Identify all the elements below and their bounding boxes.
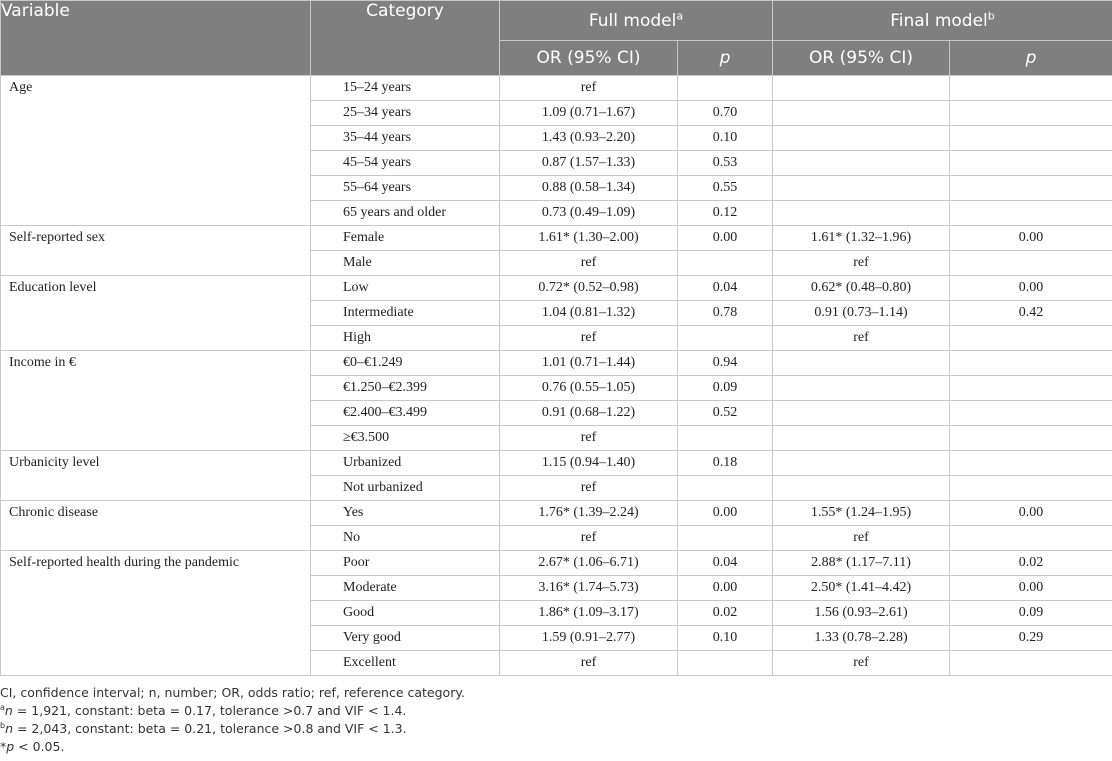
category-cell: Excellent xyxy=(311,651,500,676)
category-cell: No xyxy=(311,526,500,551)
footnote-a xyxy=(0,702,465,720)
table-body xyxy=(1,76,1112,676)
full-or-ci-cell: 1.61* (1.30–2.00) xyxy=(500,226,678,251)
final-p-cell xyxy=(950,476,1112,501)
footnote-a-n: n xyxy=(4,703,13,718)
table-row xyxy=(1,276,1112,301)
full-or-ci-cell: 0.72* (0.52–0.98) xyxy=(500,276,678,301)
final-p-cell xyxy=(950,526,1112,551)
final-or-ci-cell xyxy=(773,101,950,126)
category-cell: Male xyxy=(311,251,500,276)
full-or-ci-cell: ref xyxy=(500,251,678,276)
full-or-ci-cell: 1.59 (0.91–2.77) xyxy=(500,626,678,651)
final-p-cell: 0.09 xyxy=(950,601,1112,626)
full-p-cell: 0.70 xyxy=(678,101,773,126)
footnote-significance xyxy=(0,738,465,756)
final-p-cell: 0.00 xyxy=(950,226,1112,251)
full-or-ci-cell: 1.01 (0.71–1.44) xyxy=(500,351,678,376)
full-or-ci-cell: 3.16* (1.74–5.73) xyxy=(500,576,678,601)
category-cell: €2.400–€3.499 xyxy=(311,401,500,426)
full-p-cell: 0.04 xyxy=(678,551,773,576)
category-cell: €1.250–€2.399 xyxy=(311,376,500,401)
final-or-ci-cell xyxy=(773,401,950,426)
final-p-cell xyxy=(950,101,1112,126)
category-cell: Not urbanized xyxy=(311,476,500,501)
final-or-ci-cell xyxy=(773,126,950,151)
full-p-cell xyxy=(678,476,773,501)
table-row xyxy=(1,451,1112,476)
final-or-ci-cell xyxy=(773,201,950,226)
full-p-cell: 0.55 xyxy=(678,176,773,201)
footnote-star-text: < 0.05. xyxy=(14,739,65,754)
full-p-cell xyxy=(678,326,773,351)
full-or-ci-cell: ref xyxy=(500,326,678,351)
variable-cell: Education level xyxy=(1,276,311,351)
final-p-cell xyxy=(950,251,1112,276)
footnote-b-marker: b xyxy=(0,720,6,730)
final-p-cell xyxy=(950,651,1112,676)
table-row xyxy=(1,226,1112,251)
final-or-ci-cell: 0.91 (0.73–1.14) xyxy=(773,301,950,326)
final-p-cell: 0.42 xyxy=(950,301,1112,326)
table-row xyxy=(1,76,1112,101)
final-p-cell xyxy=(950,426,1112,451)
full-p-cell: 0.04 xyxy=(678,276,773,301)
full-p-cell: 0.53 xyxy=(678,151,773,176)
full-p-cell xyxy=(678,526,773,551)
full-or-ci-cell: ref xyxy=(500,526,678,551)
full-p-cell: 0.18 xyxy=(678,451,773,476)
footnote-star-p: p xyxy=(6,739,15,754)
category-cell: Good xyxy=(311,601,500,626)
full-or-ci-cell: 1.43 (0.93–2.20) xyxy=(500,126,678,151)
final-or-ci-cell: 1.61* (1.32–1.96) xyxy=(773,226,950,251)
full-p-cell: 0.10 xyxy=(678,626,773,651)
category-cell: 15–24 years xyxy=(311,76,500,101)
category-cell: Poor xyxy=(311,551,500,576)
full-or-ci-cell: 0.73 (0.49–1.09) xyxy=(500,201,678,226)
full-or-ci-cell: 1.15 (0.94–1.40) xyxy=(500,451,678,476)
full-p-cell: 0.00 xyxy=(678,576,773,601)
final-p-cell xyxy=(950,351,1112,376)
final-or-ci-cell: ref xyxy=(773,251,950,276)
full-p-cell: 0.10 xyxy=(678,126,773,151)
full-p-cell xyxy=(678,76,773,101)
full-or-ci-cell: ref xyxy=(500,76,678,101)
full-p-cell: 0.78 xyxy=(678,301,773,326)
final-or-ci-cell: 1.56 (0.93–2.61) xyxy=(773,601,950,626)
final-p-cell: 0.00 xyxy=(950,576,1112,601)
category-cell: Intermediate xyxy=(311,301,500,326)
full-model-footnote-marker: a xyxy=(676,8,684,22)
full-p-cell xyxy=(678,251,773,276)
category-cell: Low xyxy=(311,276,500,301)
final-or-ci-cell: ref xyxy=(773,651,950,676)
final-p-header: p xyxy=(950,41,1112,76)
final-p-cell xyxy=(950,201,1112,226)
table-row xyxy=(1,501,1112,526)
final-or-ci-cell: 2.50* (1.41–4.42) xyxy=(773,576,950,601)
full-p-cell: 0.94 xyxy=(678,351,773,376)
full-p-cell: 0.09 xyxy=(678,376,773,401)
category-cell: Yes xyxy=(311,501,500,526)
final-or-ci-cell xyxy=(773,176,950,201)
category-cell: 35–44 years xyxy=(311,126,500,151)
final-p-cell xyxy=(950,326,1112,351)
final-or-ci-header: OR (95% CI) xyxy=(773,41,950,76)
full-or-ci-cell: 1.04 (0.81–1.32) xyxy=(500,301,678,326)
full-or-ci-cell: 1.09 (0.71–1.67) xyxy=(500,101,678,126)
full-p-cell: 0.00 xyxy=(678,501,773,526)
footnote-a-text: = 1,921, constant: beta = 0.17, tolerance >0.7 and VIF < 1.4. xyxy=(12,703,407,718)
full-or-ci-cell: ref xyxy=(500,651,678,676)
full-or-ci-header: OR (95% CI) xyxy=(500,41,678,76)
footnote-b-n: n xyxy=(5,721,14,736)
final-or-ci-cell xyxy=(773,76,950,101)
final-p-cell xyxy=(950,76,1112,101)
final-p-cell xyxy=(950,176,1112,201)
final-p-cell xyxy=(950,151,1112,176)
category-header: Category xyxy=(311,1,500,76)
full-p-cell: 0.52 xyxy=(678,401,773,426)
variable-cell: Urbanicity level xyxy=(1,451,311,501)
final-model-header xyxy=(773,1,1112,41)
final-p-cell xyxy=(950,126,1112,151)
full-or-ci-cell: 0.87 (1.57–1.33) xyxy=(500,151,678,176)
final-p-cell xyxy=(950,451,1112,476)
full-p-cell xyxy=(678,651,773,676)
variable-cell: Age xyxy=(1,76,311,226)
full-or-ci-cell: 0.88 (0.58–1.34) xyxy=(500,176,678,201)
variable-header: Variable xyxy=(1,1,311,76)
final-or-ci-cell: 1.33 (0.78–2.28) xyxy=(773,626,950,651)
category-cell: 55–64 years xyxy=(311,176,500,201)
category-cell: High xyxy=(311,326,500,351)
final-or-ci-cell xyxy=(773,451,950,476)
full-p-header: p xyxy=(678,41,773,76)
category-cell: Female xyxy=(311,226,500,251)
final-or-ci-cell xyxy=(773,476,950,501)
full-or-ci-cell: ref xyxy=(500,426,678,451)
footnote-abbreviations: CI, confidence interval; n, number; OR, odds ratio; ref, reference category. xyxy=(0,685,465,700)
final-or-ci-cell xyxy=(773,151,950,176)
full-or-ci-cell: 0.76 (0.55–1.05) xyxy=(500,376,678,401)
full-p-cell xyxy=(678,426,773,451)
full-or-ci-cell: 1.86* (1.09–3.17) xyxy=(500,601,678,626)
final-or-ci-cell: ref xyxy=(773,526,950,551)
variable-cell: Income in € xyxy=(1,351,311,451)
full-p-cell: 0.02 xyxy=(678,601,773,626)
full-p-cell: 0.12 xyxy=(678,201,773,226)
final-p-cell: 0.29 xyxy=(950,626,1112,651)
table-row xyxy=(1,551,1112,576)
full-or-ci-cell: ref xyxy=(500,476,678,501)
category-cell: ≥€3.500 xyxy=(311,426,500,451)
footnote-b xyxy=(0,720,465,738)
table-header xyxy=(1,1,1112,76)
final-or-ci-cell: 2.88* (1.17–7.11) xyxy=(773,551,950,576)
final-p-cell: 0.00 xyxy=(950,501,1112,526)
category-cell: Very good xyxy=(311,626,500,651)
category-cell: Moderate xyxy=(311,576,500,601)
full-or-ci-cell: 1.76* (1.39–2.24) xyxy=(500,501,678,526)
footnote-a-marker: a xyxy=(0,702,5,712)
final-or-ci-cell xyxy=(773,426,950,451)
category-cell: 65 years and older xyxy=(311,201,500,226)
category-cell: 45–54 years xyxy=(311,151,500,176)
category-cell: Urbanized xyxy=(311,451,500,476)
variable-cell: Self-reported health during the pandemic xyxy=(1,551,311,676)
full-model-header xyxy=(500,1,773,41)
final-or-ci-cell xyxy=(773,376,950,401)
table-footnotes xyxy=(0,684,465,756)
full-model-label: Full model xyxy=(588,10,677,31)
table-row xyxy=(1,351,1112,376)
final-p-cell: 0.02 xyxy=(950,551,1112,576)
final-or-ci-cell: ref xyxy=(773,326,950,351)
footnote-star-marker: * xyxy=(0,739,7,754)
final-or-ci-cell: 1.55* (1.24–1.95) xyxy=(773,501,950,526)
variable-cell: Chronic disease xyxy=(1,501,311,551)
full-p-cell: 0.00 xyxy=(678,226,773,251)
category-cell: 25–34 years xyxy=(311,101,500,126)
final-p-cell xyxy=(950,401,1112,426)
full-or-ci-cell: 0.91 (0.68–1.22) xyxy=(500,401,678,426)
final-model-footnote-marker: b xyxy=(987,8,995,22)
final-p-cell: 0.00 xyxy=(950,276,1112,301)
full-or-ci-cell: 2.67* (1.06–6.71) xyxy=(500,551,678,576)
final-model-label: Final model xyxy=(890,10,988,31)
footnote-b-text: = 2,043, constant: beta = 0.21, tolerance >0.8 and VIF < 1.3. xyxy=(13,721,407,736)
category-cell: €0–€1.249 xyxy=(311,351,500,376)
variable-cell: Self-reported sex xyxy=(1,226,311,276)
final-p-cell xyxy=(950,376,1112,401)
final-or-ci-cell xyxy=(773,351,950,376)
final-or-ci-cell: 0.62* (0.48–0.80) xyxy=(773,276,950,301)
